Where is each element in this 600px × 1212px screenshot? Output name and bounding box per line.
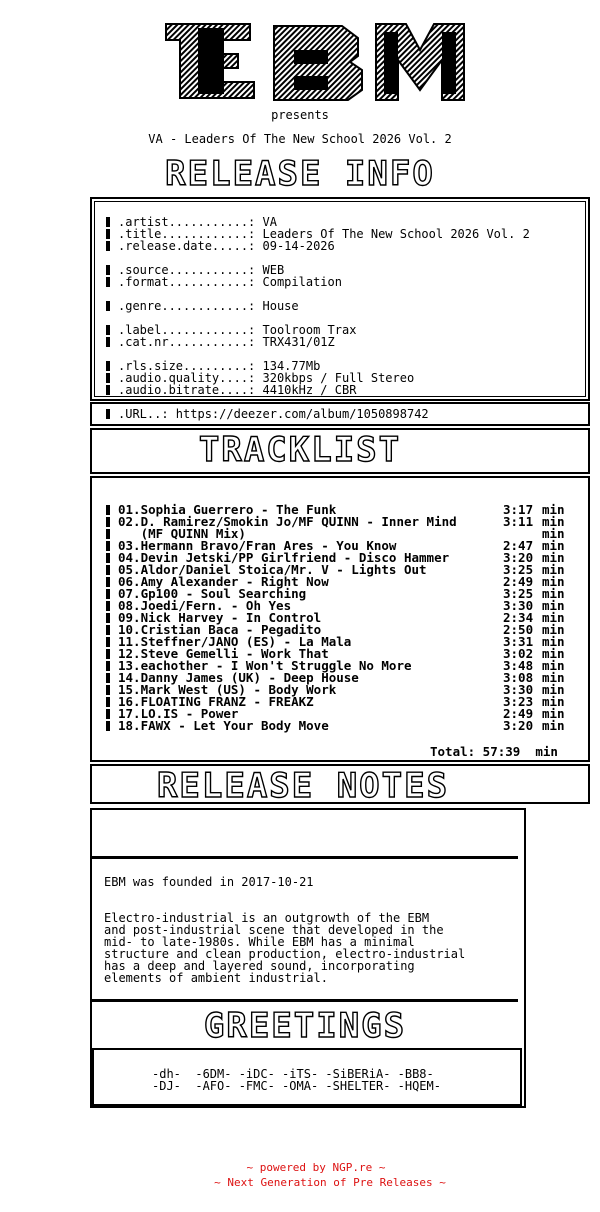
track-title: 07.Gp100 - Soul Searching [118,586,307,601]
bullet-icon [106,697,110,707]
tracklist-heading: TRACKLIST [198,430,402,470]
track-time: 3:23 [503,694,534,709]
track-row [106,720,576,732]
track-time-unit: min [542,646,565,661]
track-time-unit: min [542,598,565,613]
track-time-unit: min [542,718,565,733]
track-time: 3:08 [503,670,534,685]
greetings-heading: GREETINGS [203,1006,407,1046]
release-notes-paragraph [104,912,465,984]
track-time: 3:02 [503,646,534,661]
release-notes-heading: RELEASE NOTES [156,766,450,806]
track-time: 2:49 [503,574,534,589]
track-time-unit: min [542,694,565,709]
bullet-icon [106,673,110,683]
track-title: 13.eachother - I Won't Struggle No More [118,658,412,673]
track-time-unit: min [542,514,565,529]
bullet-icon [106,301,110,311]
ebm-logo [158,20,468,102]
track-time: 3:30 [503,682,534,697]
bullet-icon [106,361,110,371]
track-time-unit: min [542,550,565,565]
release-notes-line: mid- to late-1980s. While EBM has a minimal [104,935,415,949]
bullet-icon [106,325,110,335]
track-title: 16.FLOATING FRANZ - FREAKZ [118,694,314,709]
track-title: (MF QUINN Mix) [118,526,246,541]
bullet-icon [106,661,110,671]
release-info-heading: RELEASE INFO [165,154,435,194]
release-notes-line: structure and clean production, electro-industrial [104,947,466,961]
track-time-unit: min [542,682,565,697]
release-notes-line: has a deep and layered sound, incorporating [104,959,415,973]
track-time-unit: min [542,574,565,589]
track-time: 3:17 [503,502,534,517]
tracklist-total: Total: 57:39 min [430,744,558,759]
track-time-unit: min [542,658,565,673]
info-title: .title............: Leaders Of The New School 2026 Vol. 2 [118,227,530,241]
bullet-icon [106,529,110,539]
track-time: 3:48 [503,658,534,673]
info-cat-nr: .cat.nr...........: TRX431/01Z [118,335,335,349]
track-title: 17.LO.IS - Power [118,706,239,721]
track-title: 10.Cristian Baca - Pegadito [118,622,322,637]
bullet-icon [106,385,110,395]
bullet-icon [106,709,110,719]
greetings-line-2: -DJ- -AFO- -FMC- -OMA- -SHELTER- -HQEM- [152,1079,441,1093]
bullet-icon [106,613,110,623]
track-time-unit: min [542,610,565,625]
bullet-icon [106,601,110,611]
info-release-date: .release.date.....: 09-14-2026 [118,239,335,253]
track-time: 2:47 [503,538,534,553]
bullet-icon [106,373,110,383]
track-time-unit: min [542,622,565,637]
track-title: 08.Joedi/Fern. - Oh Yes [118,598,292,613]
release-notes-line: and post-industrial scene that developed in the [104,923,444,937]
bullet-icon [106,277,110,287]
info-audio-quality: .audio.quality....: 320kbps / Full Stereo [118,371,415,385]
track-title: 03.Hermann Bravo/Fran Ares - You Know [118,538,397,553]
bullet-icon [106,541,110,551]
track-time: 2:49 [503,706,534,721]
bullet-icon [106,625,110,635]
release-title-line: VA - Leaders Of The New School 2026 Vol. 2 [148,132,452,146]
release-notes-line: Electro-industrial is an outgrowth of the EBM [104,911,430,925]
bullet-icon [106,637,110,647]
bullet-icon [106,589,110,599]
bullet-icon [106,337,110,347]
track-time-unit: min [542,562,565,577]
footer-powered-by[interactable]: ~ powered by NGP.re ~ [246,1161,386,1174]
bullet-icon [106,553,110,563]
track-time-unit: min [542,502,565,517]
track-time: 3:25 [503,586,534,601]
bullet-icon [106,265,110,275]
track-time-unit: min [542,586,565,601]
info-format: .format...........: Compilation [118,275,342,289]
track-time-unit: min [542,538,565,553]
track-title: 04.Devin Jetski/PP Girlfriend - Disco Hammer [118,550,450,565]
bullet-icon [106,685,110,695]
track-time: 3:30 [503,598,534,613]
info-artist: .artist...........: VA [118,215,277,229]
track-time: 3:20 [503,550,534,565]
track-time: 2:50 [503,622,534,637]
presents-text: presents [271,108,329,122]
release-notes-founded: EBM was founded in 2017-10-21 [104,875,314,889]
info-audio-bitrate: .audio.bitrate....: 4410kHz / CBR [118,383,357,397]
track-title: 18.FAWX - Let Your Body Move [118,718,329,733]
track-title: 06.Amy Alexander - Right Now [118,574,329,589]
bullet-icon [106,409,110,419]
bullet-icon [106,505,110,515]
track-time: 3:11 [503,514,534,529]
greetings-line-1: -dh- -6DM- -iDC- -iTS- -SiBERiA- -BB8- [152,1067,434,1081]
track-title: 02.D. Ramirez/Smokin Jo/MF QUINN - Inner Mind [118,514,457,529]
info-url-link[interactable]: .URL..: https://deezer.com/album/1050898742 [118,407,429,421]
track-title: 11.Steffner/JANO (ES) - La Mala [118,634,352,649]
bullet-icon [106,649,110,659]
track-title: 09.Nick Harvey - In Control [118,610,322,625]
bullet-icon [106,241,110,251]
track-title: 05.Aldor/Daniel Stoica/Mr. V - Lights Out [118,562,427,577]
track-title: 12.Steve Gemelli - Work That [118,646,329,661]
track-time: 3:25 [503,562,534,577]
bullet-icon [106,217,110,227]
track-time-unit: min [542,670,565,685]
bullet-icon [106,565,110,575]
track-time: 2:34 [503,610,534,625]
track-title: 14.Danny James (UK) - Deep House [118,670,359,685]
bullet-icon [106,229,110,239]
info-rls-size: .rls.size.........: 134.77Mb [118,359,321,373]
bullet-icon [106,577,110,587]
track-time-unit: min [542,706,565,721]
bullet-icon [106,721,110,731]
track-title: 01.Sophia Guerrero - The Funk [118,502,337,517]
info-source: .source...........: WEB [118,263,285,277]
track-time: 3:20 [503,718,534,733]
track-time-unit: min [542,634,565,649]
track-time: 3:31 [503,634,534,649]
bullet-icon [106,517,110,527]
release-notes-line: elements of ambient industrial. [104,971,328,985]
track-title: 15.Mark West (US) - Body Work [118,682,337,697]
tracklist [106,504,576,732]
track-time-unit: min [542,526,565,541]
info-genre: .genre............: House [118,299,299,313]
rail-bottom [92,999,518,1002]
rail-top [92,856,518,859]
footer-tagline: ~ Next Generation of Pre Releases ~ [214,1176,446,1189]
info-label: .label............: Toolroom Trax [118,323,357,337]
